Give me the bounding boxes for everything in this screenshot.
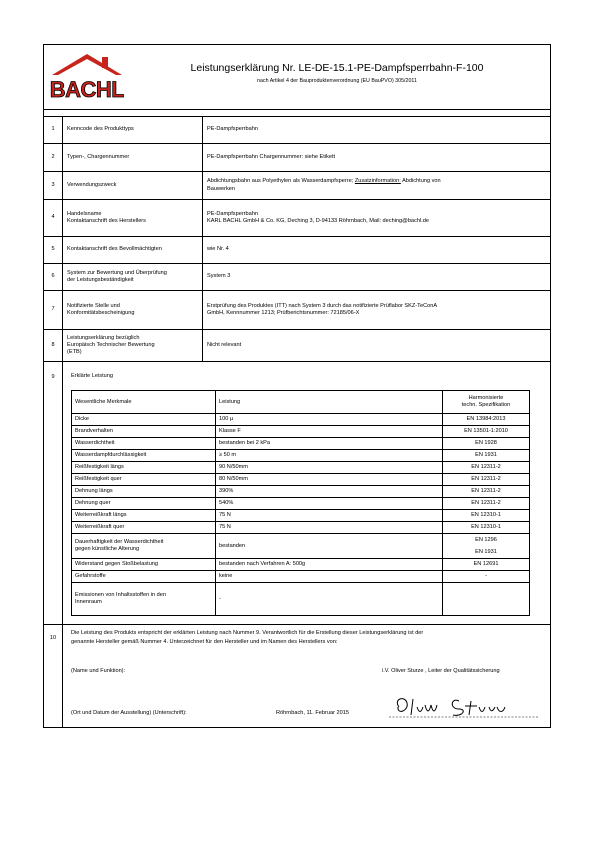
table-row [72, 571, 530, 583]
row-value: PE-Dampfsperrbahn [207, 126, 258, 133]
row-number: 7 [44, 291, 63, 329]
cell-merkmal: Dehnung längs [72, 486, 216, 498]
cell-merkmal: Dehnung quer [72, 498, 216, 510]
cell-leistung: ≥ 50 m [216, 450, 443, 462]
row-value: Erstprüfung des Produktes (ITT) nach System 3 durch das notifizierte Prüflabor SKZ-TeConA [207, 302, 438, 309]
declaration-text: Die Leistung des Produkts entspricht der erklärten Leistung nach Nummer 9. Verantwortlich für die Erstellung dieser Leistungserklärung ist der genannte Hersteller gemäß Nummer 4. Unterzeichnet für den Hersteller und im Namen des Herstellers von: [71, 630, 424, 645]
cell-merkmal: Emissionen von Inhaltsstoffen in den Innenraum [72, 583, 216, 616]
row-label: Konformitätsbescheinigung [67, 310, 135, 316]
row-label: Kenncode des Produkttyps [67, 126, 134, 133]
row-3 [44, 172, 550, 200]
table-row [72, 426, 530, 438]
row-8 [44, 330, 550, 362]
row-value: System 3 [207, 273, 231, 280]
cell-leistung: 540% [216, 498, 443, 510]
row-number: 6 [44, 264, 63, 290]
place-label: (Ort und Datum der Ausstellung) (Unterschrift): [71, 710, 187, 716]
row-value: wie Nr. 4 [207, 246, 229, 253]
signature-image [389, 695, 539, 721]
col-header-leistung: Leistung [216, 391, 443, 414]
document-header [44, 45, 550, 110]
cell-spec: EN 12310-1 [443, 510, 530, 522]
row-value: KARL BACHL GmbH & Co. KG, Deching 3, D-94133 Röhrnbach, Mail: deching@bachl.de [207, 218, 429, 224]
cell-leistung: Klasse F [216, 426, 443, 438]
col-header-merkmal: Wesentliche Merkmale [72, 391, 216, 414]
cell-merkmal: Widerstand gegen Stoßbelastung [72, 559, 216, 571]
table-header-row [72, 391, 530, 414]
col-header-spec: Harmonisierte techn. Spezifikation [443, 391, 530, 414]
table-row [72, 559, 530, 571]
cell-leistung: bestanden [216, 534, 443, 559]
table-row [72, 486, 530, 498]
row-label: Kontaktanschrift des Bevollmächtigten [67, 246, 162, 253]
cell-spec: EN 1931 [443, 450, 530, 462]
row-label: Notifizierte Stelle und [67, 302, 120, 309]
cell-spec: EN 12691 [443, 559, 530, 571]
row-label: der Leistungsbeständigkeit [67, 277, 134, 283]
table-row [72, 462, 530, 474]
row-2 [44, 144, 550, 172]
cell-spec: EN 12311-2 [443, 498, 530, 510]
cell-leistung: 90 N/50mm [216, 462, 443, 474]
row-label: (ETB) [67, 349, 82, 356]
document-title: Leistungserklärung Nr. LE-DE-15.1-PE-Dampfsperrbahn-F-100 [190, 62, 484, 74]
cell-merkmal: Weiterreißkraft längs [72, 510, 216, 522]
row-value: Abdichtungsbahn aus Polyethylen als Wasserdampfsperre; Zusatzinformation: Abdichtung von [207, 178, 441, 185]
table-row [72, 498, 530, 510]
cell-merkmal: Dicke [72, 414, 216, 426]
document-subtitle: nach Artikel 4 der Bauproduktenverordnung (EU BauPVO) 305/2011 [257, 78, 417, 84]
row-number: 5 [44, 237, 63, 263]
row-7 [44, 291, 550, 330]
cell-merkmal: Reißfestigkeit längs [72, 462, 216, 474]
row-value: PE-Dampfsperrbahn Chargennummer: siehe Etikett [207, 153, 336, 160]
additional-info-label: Zusatzinformation: [354, 178, 401, 185]
row-value: Nicht relevant [207, 341, 242, 348]
table-row [72, 522, 530, 534]
name-line [71, 665, 546, 685]
cell-leistung: - [216, 583, 443, 616]
cell-spec: EN 12311-2 [443, 474, 530, 486]
cell-leistung: 100 µ [216, 414, 443, 426]
row-value: GmbH, Kennnummer 1213; Prüfberichtsnummer: 72185/06-X [207, 310, 360, 316]
table-row [72, 414, 530, 426]
bachl-logo [50, 51, 124, 103]
row-label: Europäisch Technischer Bewertung [67, 341, 155, 348]
row-number: 9 [44, 362, 63, 624]
row-value-line2: Bauwerken [207, 185, 235, 192]
cell-leistung: keine [216, 571, 443, 583]
cell-spec: EN 12310-1 [443, 522, 530, 534]
table-row [72, 450, 530, 462]
cell-spec: EN 13501-1:2010 [443, 426, 530, 438]
cell-leistung: 75 N [216, 510, 443, 522]
table-row-emission [72, 583, 530, 616]
place-date-value: Röhrnbach, 11. Februar 2015 [276, 710, 349, 716]
cell-merkmal: Reißfestigkeit quer [72, 474, 216, 486]
row-9-performance [44, 362, 550, 625]
row-number: 10 [44, 625, 63, 727]
cell-merkmal: Gefahrstoffe [72, 571, 216, 583]
row-number: 1 [44, 117, 63, 143]
row-number: 4 [44, 200, 63, 236]
row-number: 3 [44, 172, 63, 199]
place-signature-line [71, 695, 546, 721]
row-value: PE-Dampfsperrbahn [207, 210, 258, 217]
spacer-row [44, 110, 550, 117]
svg-text:BACHL: BACHL [50, 77, 124, 102]
row-4 [44, 200, 550, 237]
performance-title: Erklärte Leistung [71, 373, 113, 379]
row-label: Verwendungszweck [67, 181, 117, 188]
row-label: Handelsname [67, 210, 102, 217]
row-number: 2 [44, 144, 63, 171]
name-label: (Name und Funktion): [71, 668, 126, 674]
cell-spec: EN 1928 [443, 438, 530, 450]
table-row [72, 510, 530, 522]
row-6 [44, 264, 550, 291]
cell-leistung: bestanden bei 2 kPa [216, 438, 443, 450]
cell-merkmal: Brandverhalten [72, 426, 216, 438]
cell-leistung: bestanden nach Verfahren A: 500g [216, 559, 443, 571]
cell-merkmal: Wasserdampfdurchlässigkeit [72, 450, 216, 462]
cell-spec: EN 12311-2 [443, 486, 530, 498]
name-value: i.V. Oliver Sturze , Leiter der Qualitätssicherung [382, 668, 500, 674]
table-row-durability [72, 534, 530, 559]
declaration-document [43, 44, 551, 728]
cell-merkmal: Weiterreißkraft quer [72, 522, 216, 534]
cell-leistung: 75 N [216, 522, 443, 534]
table-row [72, 438, 530, 450]
cell-merkmal: Dauerhaftigkeit der Wasserdichtheit gegen künstliche Alterung [72, 534, 216, 559]
row-label: Leistungserklärung bezüglich [67, 334, 140, 341]
cell-spec: EN 1296 EN 1931 [443, 534, 530, 559]
cell-spec [443, 583, 530, 616]
row-label: Typen-, Chargennummer [67, 153, 130, 160]
row-label: Kontaktanschrift des Herstellers [67, 218, 146, 224]
row-1 [44, 117, 550, 144]
cell-leistung: 80 N/50mm [216, 474, 443, 486]
performance-table [71, 390, 530, 616]
cell-spec: EN 13984:2013 [443, 414, 530, 426]
row-number: 8 [44, 330, 63, 361]
row-label: System zur Bewertung und Überprüfung [67, 269, 167, 276]
cell-spec: - [443, 571, 530, 583]
table-row [72, 474, 530, 486]
cell-leistung: 390% [216, 486, 443, 498]
row-10-declaration [44, 625, 550, 727]
cell-merkmal: Wasserdichtheit [72, 438, 216, 450]
row-5 [44, 237, 550, 264]
cell-spec: EN 12311-2 [443, 462, 530, 474]
